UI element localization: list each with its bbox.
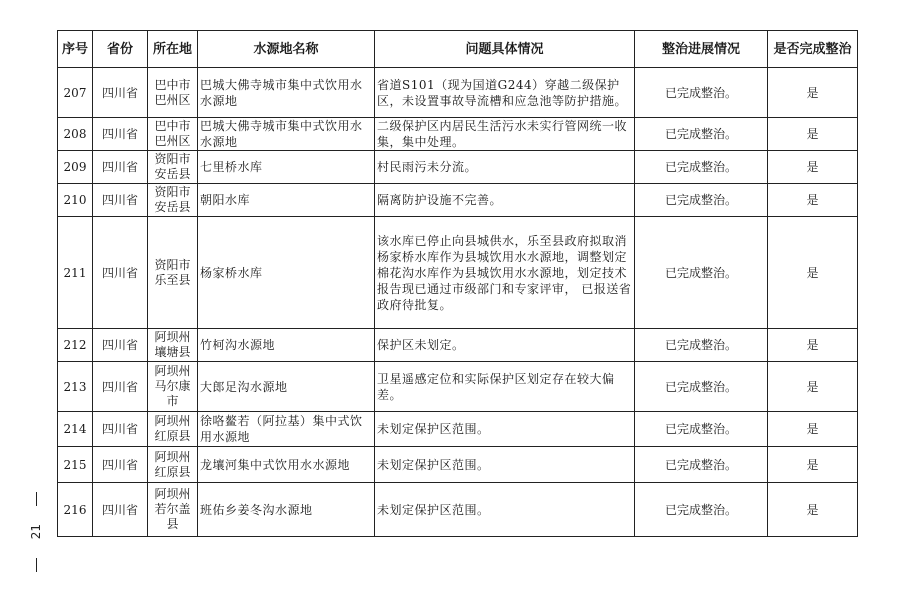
cell-problem: 未划定保护区范围。 (375, 447, 635, 483)
page-number-dash-top (36, 492, 37, 506)
table-row (58, 483, 858, 537)
cell-source: 大郎足沟水源地 (198, 362, 375, 412)
page-number-marker (26, 492, 46, 572)
cell-no: 207 (58, 68, 93, 118)
header-location: 所在地 (148, 31, 198, 68)
cell-location: 资阳市乐至县 (148, 217, 198, 329)
header-problem: 问题具体情况 (375, 31, 635, 68)
cell-done: 是 (768, 483, 858, 537)
cell-source: 龙壤河集中式饮用水水源地 (198, 447, 375, 483)
cell-no: 212 (58, 329, 93, 362)
cell-progress: 已完成整治。 (635, 184, 768, 217)
cell-province: 四川省 (93, 118, 148, 151)
cell-source: 巴城大佛寺城市集中式饮用水水源地 (198, 118, 375, 151)
cell-done: 是 (768, 362, 858, 412)
cell-problem: 未划定保护区范围。 (375, 412, 635, 447)
cell-problem: 未划定保护区范围。 (375, 483, 635, 537)
cell-progress: 已完成整治。 (635, 483, 768, 537)
table-row (58, 329, 858, 362)
cell-no: 213 (58, 362, 93, 412)
cell-progress: 已完成整治。 (635, 412, 768, 447)
cell-source: 徐咯鳌若（阿拉基）集中式饮用水源地 (198, 412, 375, 447)
cell-province: 四川省 (93, 329, 148, 362)
cell-location: 阿坝州红原县 (148, 447, 198, 483)
remediation-table (57, 30, 858, 537)
cell-done: 是 (768, 151, 858, 184)
cell-location: 阿坝州红原县 (148, 412, 198, 447)
cell-done: 是 (768, 68, 858, 118)
cell-done: 是 (768, 329, 858, 362)
header-no: 序号 (58, 31, 93, 68)
cell-location: 阿坝州马尔康市 (148, 362, 198, 412)
cell-progress: 已完成整治。 (635, 68, 768, 118)
cell-no: 216 (58, 483, 93, 537)
cell-progress: 已完成整治。 (635, 118, 768, 151)
cell-progress: 已完成整治。 (635, 447, 768, 483)
cell-location: 巴中市巴州区 (148, 68, 198, 118)
cell-province: 四川省 (93, 68, 148, 118)
cell-location: 资阳市安岳县 (148, 184, 198, 217)
table-row (58, 68, 858, 118)
header-done: 是否完成整治 (768, 31, 858, 68)
cell-location: 阿坝州壤塘县 (148, 329, 198, 362)
cell-no: 209 (58, 151, 93, 184)
cell-problem: 二级保护区内居民生活污水未实行管网统一收集，集中处理。 (375, 118, 635, 151)
table-row (58, 118, 858, 151)
cell-problem: 卫星遥感定位和实际保护区划定存在较大偏差。 (375, 362, 635, 412)
cell-location: 资阳市安岳县 (148, 151, 198, 184)
table-row (58, 362, 858, 412)
cell-done: 是 (768, 217, 858, 329)
cell-progress: 已完成整治。 (635, 362, 768, 412)
cell-province: 四川省 (93, 151, 148, 184)
cell-source: 班佑乡姜冬沟水源地 (198, 483, 375, 537)
table-row (58, 217, 858, 329)
cell-province: 四川省 (93, 217, 148, 329)
header-progress: 整治进展情况 (635, 31, 768, 68)
cell-source: 杨家桥水库 (198, 217, 375, 329)
cell-progress: 已完成整治。 (635, 329, 768, 362)
cell-progress: 已完成整治。 (635, 217, 768, 329)
cell-no: 214 (58, 412, 93, 447)
header-province: 省份 (93, 31, 148, 68)
cell-province: 四川省 (93, 447, 148, 483)
table-row (58, 184, 858, 217)
cell-province: 四川省 (93, 184, 148, 217)
cell-source: 巴城大佛寺城市集中式饮用水水源地 (198, 68, 375, 118)
header-row (58, 31, 858, 68)
table-row (58, 412, 858, 447)
cell-source: 竹柯沟水源地 (198, 329, 375, 362)
cell-province: 四川省 (93, 412, 148, 447)
cell-done: 是 (768, 184, 858, 217)
cell-problem: 隔离防护设施不完善。 (375, 184, 635, 217)
table-row (58, 151, 858, 184)
table-row (58, 447, 858, 483)
page-number: 21 (29, 524, 43, 540)
cell-done: 是 (768, 412, 858, 447)
cell-province: 四川省 (93, 362, 148, 412)
cell-no: 215 (58, 447, 93, 483)
cell-no: 210 (58, 184, 93, 217)
cell-location: 巴中市巴州区 (148, 118, 198, 151)
cell-source: 七里桥水库 (198, 151, 375, 184)
cell-province: 四川省 (93, 483, 148, 537)
cell-location: 阿坝州若尔盖县 (148, 483, 198, 537)
cell-no: 208 (58, 118, 93, 151)
cell-problem: 该水库已停止向县城供水，乐至县政府拟取消杨家桥水库作为县城饮用水水源地，调整划定棉花沟水库作为县城饮用水水源地，划定技术报告现已通过市级部门和专家评审， 已报送省政府待批复。 (375, 217, 635, 329)
cell-done: 是 (768, 447, 858, 483)
cell-problem: 省道S101（现为国道G244）穿越二级保护区，未设置事故导流槽和应急池等防护措施。 (375, 68, 635, 118)
cell-problem: 村民雨污未分流。 (375, 151, 635, 184)
cell-source: 朝阳水库 (198, 184, 375, 217)
cell-problem: 保护区未划定。 (375, 329, 635, 362)
header-source: 水源地名称 (198, 31, 375, 68)
cell-done: 是 (768, 118, 858, 151)
cell-progress: 已完成整治。 (635, 151, 768, 184)
cell-no: 211 (58, 217, 93, 329)
page-number-dash-bottom (36, 558, 37, 572)
